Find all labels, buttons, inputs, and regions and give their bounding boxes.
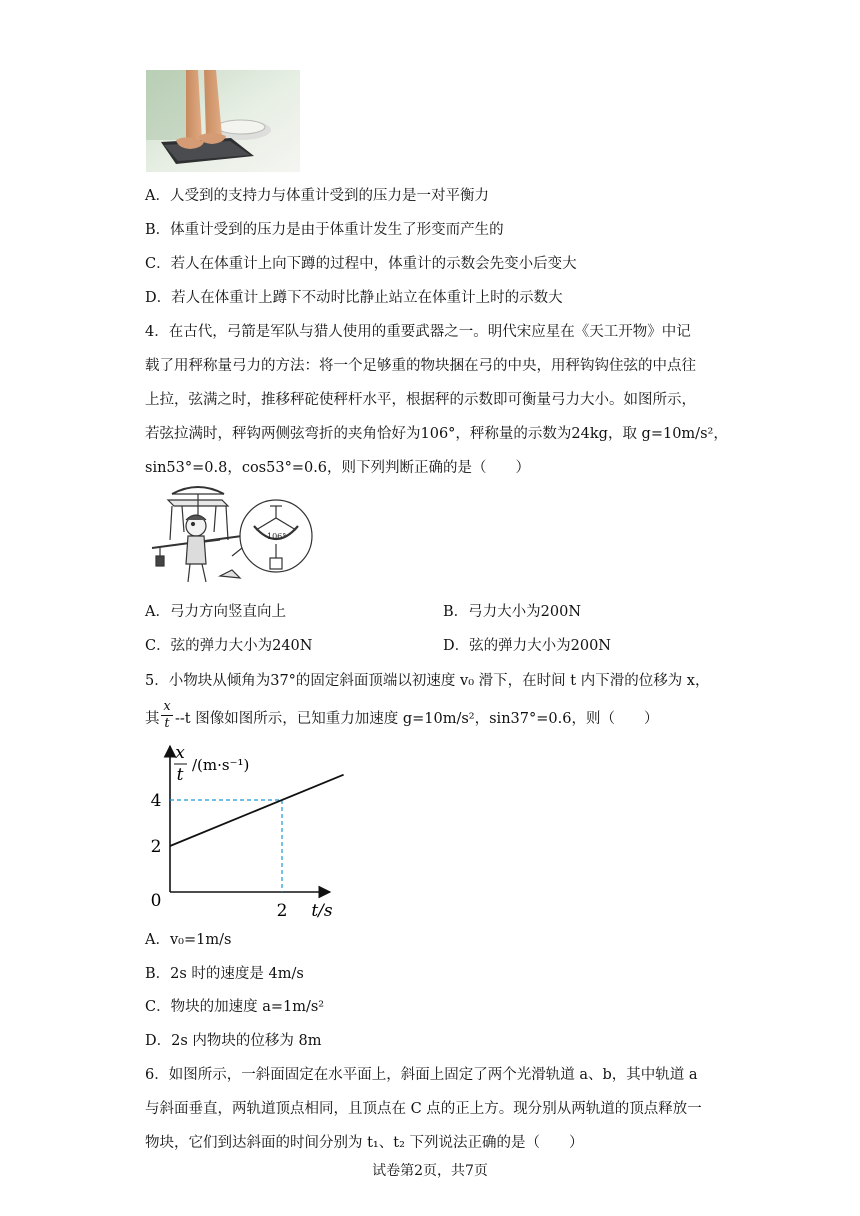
y-label-den: t — [176, 765, 184, 785]
series-line-0 — [170, 775, 344, 846]
q4-option-c: C．弦的弹力大小为240N — [145, 638, 313, 654]
q4-option-b: B．弓力大小为200N — [443, 604, 582, 620]
bow-angle-label: 106° — [267, 532, 287, 541]
q4-option-a: A．弓力方向竖直向上 — [145, 604, 286, 620]
q5-stem-line-1: 5．小物块从倾角为37°的固定斜面顶端以初速度 v₀ 滑下，在时间 t 内下滑的位移为 x， — [145, 673, 710, 689]
q3-option-c: C．若人在体重计上向下蹲的过程中，体重计的示数会先变小后变大 — [145, 256, 577, 272]
y-tick-label-2: 2 — [150, 837, 162, 857]
q4-option-d: D．弦的弹力大小为200N — [443, 638, 611, 654]
y-label-num: x — [175, 743, 185, 763]
q3-option-d: D．若人在体重计上蹲下不动时比静止站立在体重计上时的示数大 — [145, 290, 563, 306]
q6-stem-line-1: 6．如图所示，一斜面固定在水平面上，斜面上固定了两个光滑轨道 a、b，其中轨道 a — [145, 1067, 698, 1083]
page-footer: 试卷第2页，共7页 — [372, 1163, 488, 1179]
origin-label: 0 — [150, 891, 162, 911]
q5-line2-prefix: 其 — [145, 711, 160, 727]
bow-weighing-illustration — [150, 482, 320, 588]
q3-option-b: B．体重计受到的压力是由于体重计发生了形变而产生的 — [145, 222, 504, 238]
y-tick-label-4: 4 — [150, 791, 162, 811]
q3-option-a: A．人受到的支持力与体重计受到的压力是一对平衡力 — [145, 188, 489, 204]
q5-frac-den: t — [164, 716, 170, 731]
y-label-unit: /(m·s⁻¹) — [192, 756, 250, 774]
q6-stem-line-3: 物块，它们到达斜面的时间分别为 t₁、t₂ 下列说法正确的是（ ） — [145, 1135, 584, 1151]
q5-option-d: D．2s 内物块的位移为 8m — [145, 1033, 322, 1049]
xt-t-chart-svg — [146, 742, 346, 922]
q4-stem-line-4: 若弦拉满时，秤钩两侧弦弯折的夹角恰好为106°，秤称量的示数为24kg，取 g=10m/s²， — [145, 426, 728, 442]
scale-photo — [146, 70, 300, 172]
q4-stem-line-3: 上拉，弦满之时，推移秤砣使秤杆水平，根据秤的示数即可衡量弓力大小。如图所示， — [145, 392, 696, 408]
q5-option-c: C．物块的加速度 a=1m/s² — [145, 999, 325, 1015]
x-axis-label: t/s — [311, 901, 333, 921]
q4-stem-line-5: sin53°=0.8，cos53°=0.6，则下列判断正确的是（ ） — [145, 460, 531, 476]
q5-option-b: B．2s 时的速度是 4m/s — [145, 966, 304, 982]
q4-stem-line-1: 4．在古代，弓箭是军队与猎人使用的重要武器之一。明代宋应星在《天工开物》中记 — [145, 324, 691, 340]
q5-frac-num: x — [163, 699, 171, 714]
q5-line2-rest: --t 图像如图所示，已知重力加速度 g=10m/s²，sin37°=0.6，则（ ） — [175, 711, 659, 727]
q5-option-a: A．v₀=1m/s — [145, 932, 232, 948]
q4-stem-line-2: 载了用秤称量弓力的方法：将一个足够重的物块捆在弓的中央，用秤钩钩住弦的中点往 — [145, 358, 696, 374]
q6-stem-line-2: 与斜面垂直，两轨道顶点相同，且顶点在 C 点的正上方。现分别从两轨道的顶点释放一 — [145, 1101, 702, 1117]
x-tick-label-2: 2 — [276, 901, 288, 921]
xt-t-graph — [146, 742, 346, 922]
